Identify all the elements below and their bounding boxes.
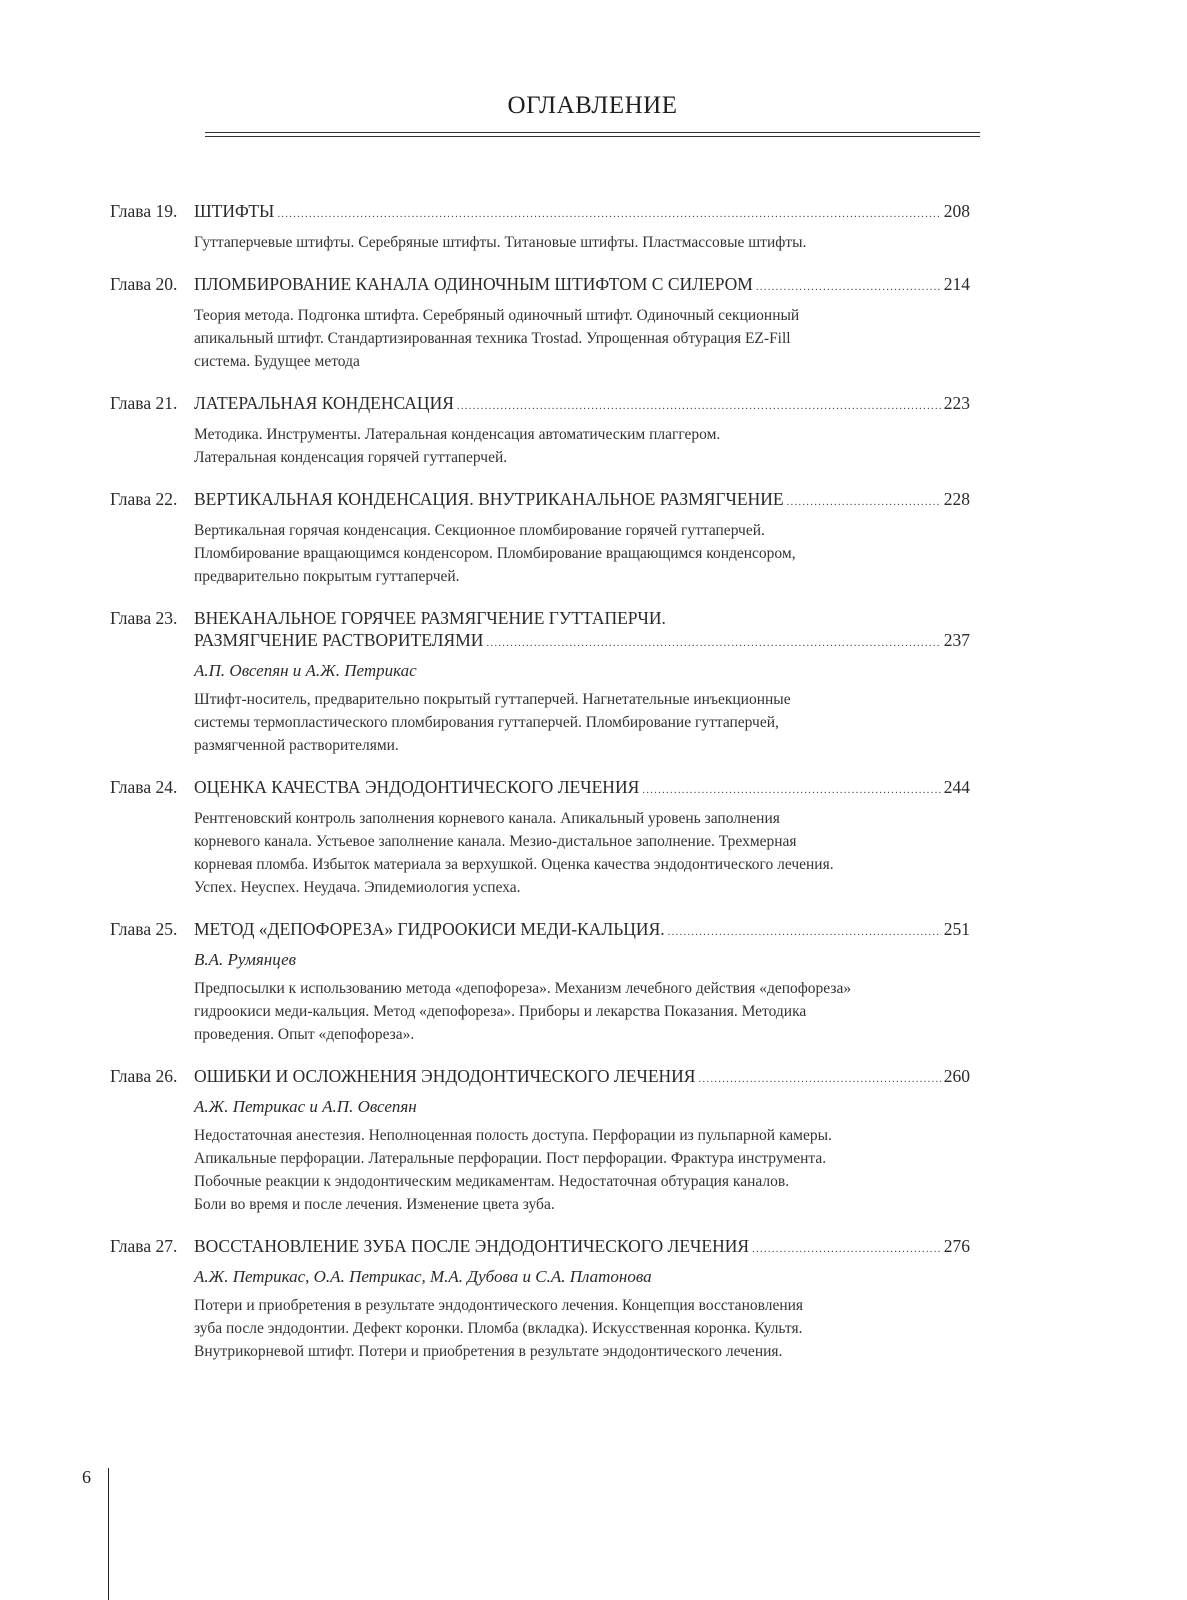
chapter-page-number: 208 [943, 201, 970, 221]
chapter-label: Глава 24. [110, 777, 178, 797]
chapter-page-number: 214 [943, 274, 970, 294]
description-line: Успех. Неуспех. Неудача. Эпидемиология успеха. [194, 879, 521, 896]
dot-leader [457, 395, 941, 417]
chapter-page-number: 223 [943, 393, 970, 413]
chapter-title: ШТИФТЫ [194, 201, 275, 221]
chapter-description [110, 688, 970, 757]
chapter-page-number: 251 [943, 919, 970, 939]
toc-entry [110, 607, 970, 757]
chapter-label: Глава 21. [110, 393, 178, 413]
chapter-title: РАЗМЯГЧЕНИЕ РАСТВОРИТЕЛЯМИ [194, 630, 484, 650]
description-line: Побочные реакции к эндодонтическим медикаментам. Недостаточная обтурация каналов. [194, 1173, 790, 1190]
chapter-label: Глава 25. [110, 919, 178, 939]
dot-leader [787, 491, 941, 513]
description-line: Рентгеновский контроль заполнения корневого канала. Апикальный уровень заполнения [194, 810, 780, 827]
toc-entry [110, 488, 970, 588]
chapter-label: Глава 22. [110, 489, 178, 509]
chapter-line [110, 1065, 970, 1090]
chapter-page-number: 260 [943, 1066, 970, 1086]
description-line: предварительно покрытым гуттаперчей. [194, 568, 460, 585]
toc-entry [110, 392, 970, 469]
chapter-line [110, 918, 970, 943]
chapter-title-first-line: ВНЕКАНАЛЬНОЕ ГОРЯЧЕЕ РАЗМЯГЧЕНИЕ ГУТТАПЕРЧИ. [194, 608, 666, 628]
chapter-description [110, 304, 970, 373]
description-line: Гуттаперчевые штифты. Серебряные штифты. Титановые штифты. Пластмассовые штифты. [194, 234, 807, 251]
chapter-page-number: 276 [943, 1236, 970, 1256]
description-line: апикальный штифт. Стандартизированная техника Trostad. Упрощенная обтурация EZ-Fill [194, 330, 791, 347]
description-line: Потери и приобретения в результате эндодонтического лечения. Концепция восстановления [194, 1297, 804, 1314]
chapter-line [110, 1235, 970, 1260]
chapter-label: Глава 23. [110, 608, 178, 628]
description-line: Методика. Инструменты. Латеральная конденсация автоматическим плаггером. [194, 426, 721, 443]
dot-leader [668, 921, 941, 943]
toc-entry [110, 273, 970, 373]
chapter-line [110, 607, 970, 629]
description-line: корневого канала. Устьевое заполнение канала. Мезио-дистальное заполнение. Трехмерная [194, 833, 797, 850]
page-title: ОГЛАВЛЕНИЕ [507, 92, 678, 119]
toc-entry [110, 776, 970, 899]
chapter-title: ОЦЕНКА КАЧЕСТВА ЭНДОДОНТИЧЕСКОГО ЛЕЧЕНИЯ [194, 777, 640, 797]
chapter-description [110, 231, 970, 254]
chapter-page-number: 237 [943, 630, 970, 650]
description-line: Предпосылки к использованию метода «депофореза». Механизм лечебного действия «депофореза» [194, 980, 852, 997]
description-line: Теория метода. Подгонка штифта. Серебряный одиночный штифт. Одиночный секционный [194, 307, 800, 324]
description-line: системы термопластического пломбирования гуттаперчей. Пломбирование гуттаперчей, [194, 714, 779, 731]
description-line: гидроокиси меди-кальция. Метод «депофореза». Приборы и лекарства Показания. Методика [194, 1003, 807, 1020]
chapter-line [110, 273, 970, 298]
chapter-authors: А.Ж. Петрикас и А.П. Овсепян [194, 1097, 417, 1116]
chapter-authors: А.Ж. Петрикас, О.А. Петрикас, М.А. Дубова и С.А. Платонова [194, 1267, 652, 1286]
description-line: Латеральная конденсация горячей гуттаперчей. [194, 449, 508, 466]
dot-leader [486, 632, 940, 654]
chapter-description [110, 1124, 970, 1216]
toc-entry [110, 1235, 970, 1363]
chapter-line-continued [110, 629, 970, 654]
description-line: проведения. Опыт «депофореза». [194, 1026, 415, 1043]
chapter-label: Глава 26. [110, 1066, 178, 1086]
chapter-label: Глава 27. [110, 1236, 178, 1256]
margin-rule [108, 1468, 109, 1600]
chapter-title: ВОССТАНОВЛЕНИЕ ЗУБА ПОСЛЕ ЭНДОДОНТИЧЕСКОГО ЛЕЧЕНИЯ [194, 1236, 750, 1256]
chapter-description [110, 977, 970, 1046]
dot-leader [698, 1068, 940, 1090]
description-line: Штифт-носитель, предварительно покрытый гуттаперчей. Нагнетательные инъекционные [194, 691, 791, 708]
chapter-title: ВЕРТИКАЛЬНАЯ КОНДЕНСАЦИЯ. ВНУТРИКАНАЛЬНОЕ РАЗМЯГЧЕНИЕ [194, 489, 784, 509]
dot-leader [642, 779, 940, 801]
dot-leader [756, 276, 941, 298]
dot-leader [752, 1238, 941, 1260]
chapter-line [110, 776, 970, 801]
description-line: система. Будущее метода [194, 353, 360, 370]
chapter-title: МЕТОД «ДЕПОФОРЕЗА» ГИДРООКИСИ МЕДИ-КАЛЬЦИЯ. [194, 919, 665, 939]
description-line: Внутрикорневой штифт. Потери и приобретения в результате эндодонтического лечения. [194, 1343, 783, 1360]
chapter-title: ЛАТЕРАЛЬНАЯ КОНДЕНСАЦИЯ [194, 393, 454, 413]
description-line: Вертикальная горячая конденсация. Секционное пломбирование горячей гуттаперчей. [194, 522, 765, 539]
chapter-authors: В.А. Румянцев [194, 950, 297, 969]
table-of-contents [110, 200, 970, 1382]
chapter-line [110, 488, 970, 513]
chapter-line [110, 200, 970, 225]
chapter-page-number: 228 [943, 489, 970, 509]
chapter-description [110, 423, 970, 469]
description-line: зуба после эндодонтии. Дефект коронки. Пломба (вкладка). Искусственная коронка. Культя. [194, 1320, 803, 1337]
chapter-description [110, 807, 970, 899]
dot-leader [277, 203, 940, 225]
description-line: Апикальные перфорации. Латеральные перфорации. Пост перфорации. Фрактура инструмента. [194, 1150, 827, 1167]
page-number: 6 [82, 1467, 91, 1487]
description-line: Пломбирование вращающимся конденсором. Пломбирование вращающимся конденсором, [194, 545, 796, 562]
chapter-description [110, 519, 970, 588]
toc-entry [110, 918, 970, 1046]
chapter-authors: А.П. Овсепян и А.Ж. Петрикас [194, 661, 417, 680]
chapter-title: ПЛОМБИРОВАНИЕ КАНАЛА ОДИНОЧНЫМ ШТИФТОМ С СИЛЕРОМ [194, 274, 753, 294]
description-line: Недостаточная анестезия. Неполноценная полость доступа. Перфорации из пульпарной камеры. [194, 1127, 832, 1144]
chapter-page-number: 244 [943, 777, 970, 797]
chapter-title: ОШИБКИ И ОСЛОЖНЕНИЯ ЭНДОДОНТИЧЕСКОГО ЛЕЧЕНИЯ [194, 1066, 696, 1086]
chapter-label: Глава 19. [110, 201, 178, 221]
description-line: Боли во время и после лечения. Изменение цвета зуба. [194, 1196, 555, 1213]
title-double-rule [205, 132, 980, 137]
description-line: корневая пломба. Избыток материала за верхушкой. Оценка качества эндодонтического лечения. [194, 856, 834, 873]
toc-entry [110, 200, 970, 254]
toc-entry [110, 1065, 970, 1216]
description-line: размягченной растворителями. [194, 737, 399, 754]
chapter-description [110, 1294, 970, 1363]
chapter-line [110, 392, 970, 417]
chapter-label: Глава 20. [110, 274, 178, 294]
